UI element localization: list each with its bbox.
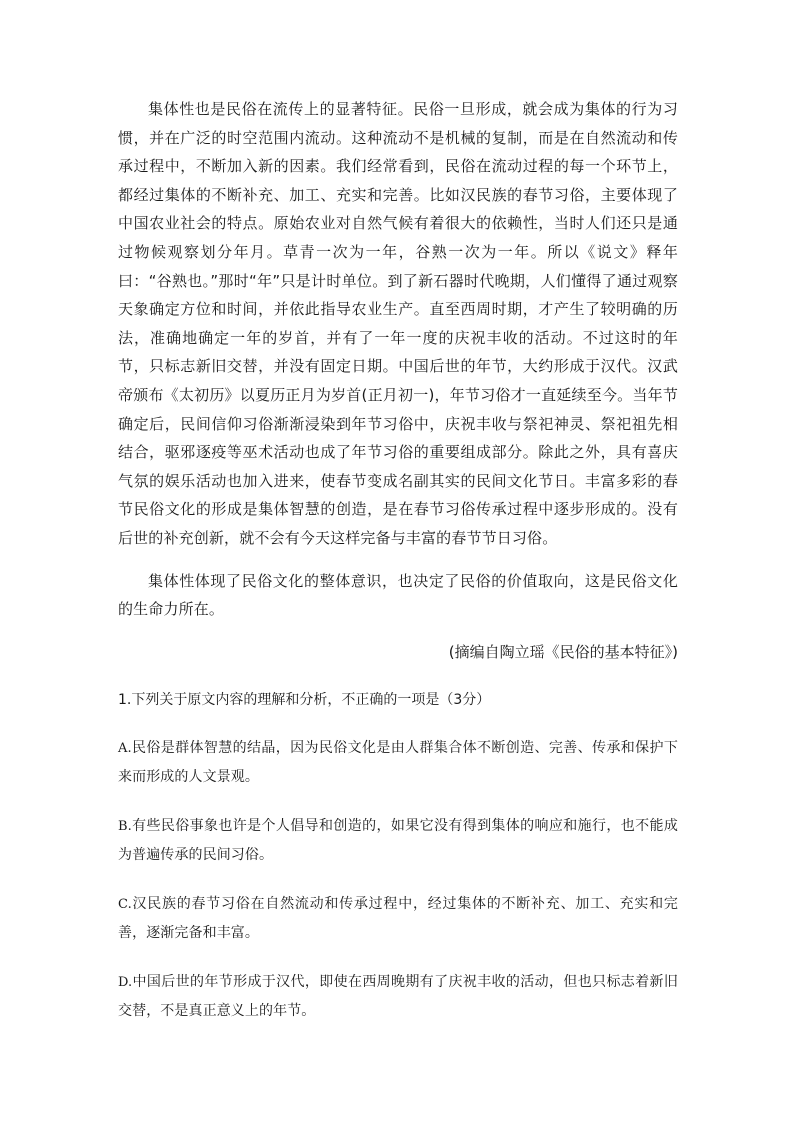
- option-a-letter: A.: [118, 740, 132, 756]
- question-stem: 1.下列关于原文内容的理解和分析，不正确的一项是（3分）: [118, 691, 491, 708]
- option-d-text: 中国后世的年节形成于汉代，即使在西周晚期有了庆祝丰收的活动，但也只标志着新旧交替，不是真正意义上的年节。: [118, 973, 678, 1019]
- option-b-text: 有些民俗事象也许是个人倡导和创造的，如果它没有得到集体的响应和施行，也不能成为普遍传承的民间习俗。: [118, 817, 678, 863]
- article-paragraph-2: 集体性体现了民俗文化的整体意识，也决定了民俗的价值取向，这是民俗文化的生命力所在。: [118, 571, 678, 619]
- option-d-letter: D.: [118, 974, 133, 990]
- option-b-letter: B.: [118, 818, 132, 834]
- option-c: [118, 890, 678, 948]
- document-page: [118, 95, 678, 1026]
- option-d: [118, 968, 678, 1026]
- option-c-text: 汉民族的春节习俗在自然流动和传承过程中，经过集体的不断补充、加工、充实和完善，逐渐完备和丰富。: [118, 895, 678, 941]
- option-a: [118, 734, 678, 792]
- article-source: (摘编自陶立瑶《民俗的基本特征》): [448, 642, 678, 661]
- option-c-letter: C.: [118, 896, 132, 912]
- option-b: [118, 812, 678, 870]
- article-paragraph-1: 集体性也是民俗在流传上的显著特征。民俗一旦形成，就会成为集体的行为习惯，并在广泛的时空范围内流动。这种流动不是机械的复制，而是在自然流动和传承过程中，不断加入新的因素。我们经常看到，民俗在流动过程的每一个环节上，都经过集体的不断补充、加工、充实和完善。比如汉民族的春节习俗，主要体现了中国农业社会的特点。原始农业对自然气候有着很大的依赖性，当时人们还只是通过物候观察划分年月。草青一次为一年，谷熟一次为一年。所以《说文》释年曰：“谷熟也。”那时“年”只是计时单位。到了新石器时代晚期，人们懂得了通过观察天象确定方位和时间，并依此指导农业生产。直至西周时期，才产生了较明确的历法，准确地确定一年的岁首，并有了一年一度的庆祝丰收的活动。不过这时的年节，只标志新旧交替，并没有固定日期。中国后世的年节，大约形成于汉代。汉武帝颁布《太初历》以夏历正月为岁首(正月初一)，年节习俗才一直延续至今。当年节确定后，民间信仰习俗渐渐浸染到年节习俗中，庆祝丰收与祭祀神灵、祭祀祖先相结合，驱邪逐疫等巫术活动也成了年节习俗的重要组成部分。除此之外，具有喜庆气氛的娱乐活动也加入进来，使春节变成名副其实的民间文化节日。丰富多彩的春节民俗文化的形成是集体智慧的创造，是在春节习俗传承过程中逐步形成的。没有后世的补充创新，就不会有今天这样完备与丰富的春节节日习俗。: [118, 100, 678, 547]
- option-a-text: 民俗是群体智慧的结晶，因为民俗文化是由人群集合体不断创造、完善、传承和保护下来而形成的人文景观。: [118, 739, 678, 785]
